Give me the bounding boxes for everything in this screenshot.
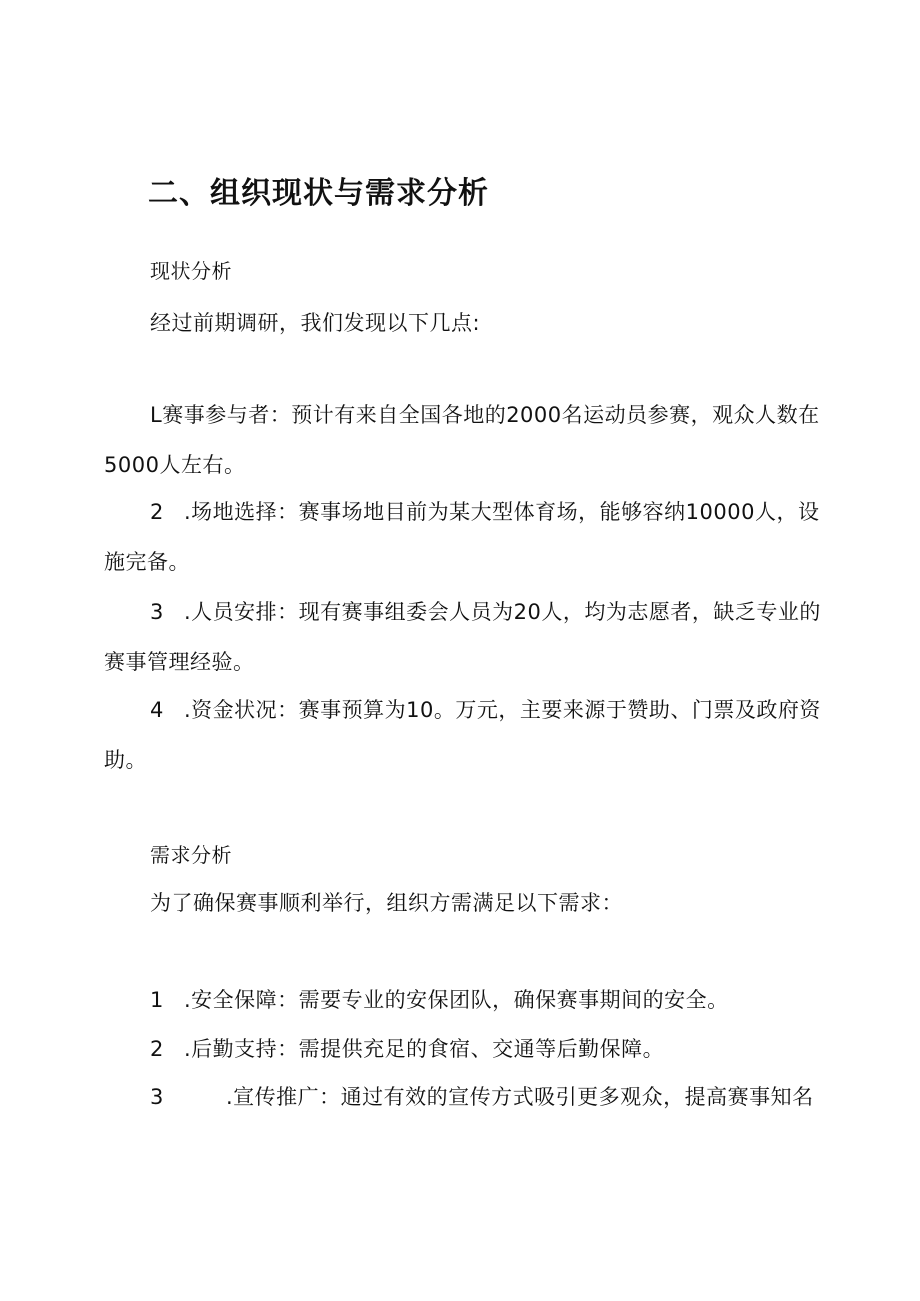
status-item-4-text: .资金状况：赛事预算为10。万元，主要来源于赞助、门票及政府资	[184, 698, 821, 722]
needs-analysis-intro: 为了确保赛事顺利举行，组织方需满足以下需求：	[150, 891, 623, 915]
status-item-1-line2: 5000人左右。	[104, 453, 246, 477]
need-item-2	[150, 1034, 664, 1064]
need-item-1-text: .安全保障：需要专业的安保团队，确保赛事期间的安全。	[184, 988, 729, 1012]
need-item-2-number: 2	[150, 1037, 164, 1061]
need-item-1	[150, 985, 729, 1015]
need-item-2-text: .后勤支持：需提供充足的食宿、交通等后勤保障。	[184, 1037, 665, 1061]
status-item-2-line2: 施完备。	[104, 550, 190, 574]
status-item-4-line1	[150, 695, 821, 725]
status-item-4-line2: 助。	[104, 748, 147, 772]
status-item-1-line1: L赛事参与者：预计有来自全国各地的2000名运动员参赛，观众人数在	[150, 403, 820, 427]
status-analysis-heading: 现状分析	[150, 259, 232, 283]
status-item-2-number: 2	[150, 500, 164, 524]
status-item-4-number: 4	[150, 698, 164, 722]
need-item-3	[150, 1082, 814, 1112]
status-item-2-line1	[150, 497, 819, 527]
section-title: 二、组织现状与需求分析	[148, 176, 489, 211]
status-analysis-intro: 经过前期调研，我们发现以下几点:	[150, 311, 481, 335]
status-item-2-text: .场地选择：赛事场地目前为某大型体育场，能够容纳10000人，设	[184, 500, 820, 524]
status-item-3-line1	[150, 597, 821, 627]
need-item-3-text: .宣传推广：通过有效的宣传方式吸引更多观众，提高赛事知名	[226, 1085, 814, 1109]
status-item-3-number: 3	[150, 600, 164, 624]
status-item-3-line2: 赛事管理经验。	[104, 650, 255, 674]
needs-analysis-heading: 需求分析	[150, 843, 232, 867]
need-item-3-number: 3	[150, 1085, 164, 1109]
need-item-1-number: 1	[150, 988, 164, 1012]
status-item-3-text: .人员安排：现有赛事组委会人员为20人，均为志愿者，缺乏专业的	[184, 600, 821, 624]
